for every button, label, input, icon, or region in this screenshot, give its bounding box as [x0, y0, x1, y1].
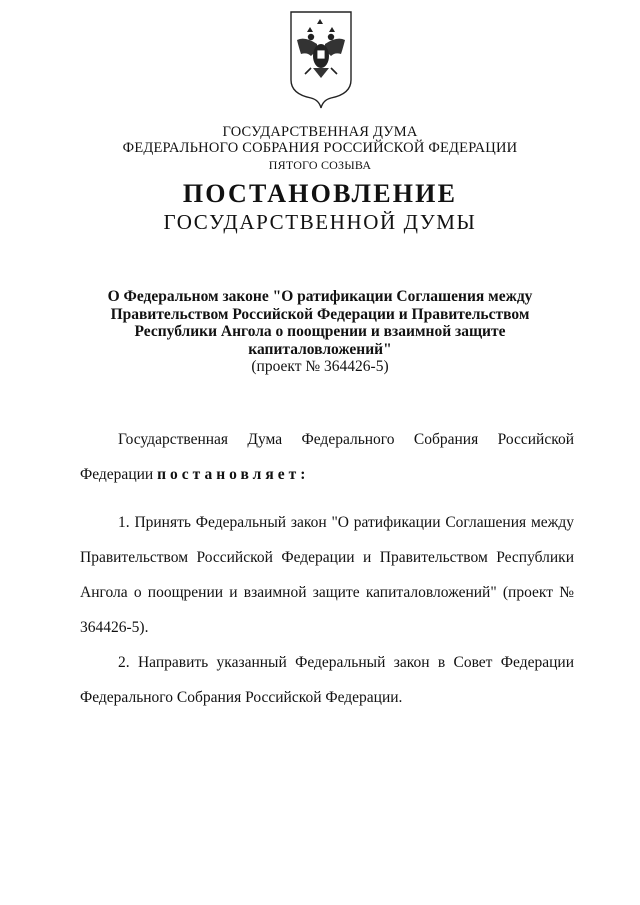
preamble — [80, 422, 574, 492]
document-title: ПОСТАНОВЛЕНИЕ — [182, 179, 458, 208]
resolution-item-2: 2. Направить указанный Федеральный закон в Совет Федерации Федерального Собрания Российской Федерации. — [80, 654, 574, 706]
document-subtitle: ГОСУДАРСТВЕННОЙ ДУМЫ — [163, 210, 477, 234]
project-number: (проект № 364426-5) — [251, 358, 389, 375]
resolution-item-1: 1. Принять Федеральный закон "О ратификации Соглашения между Правительством Российской Федерации и Правительством Республики Ангола о поощрении и взаимной защите капиталовложений" (проект № 364426-5). — [80, 514, 574, 636]
law-title-line: Правительством Российской Федерации и Правительством — [110, 305, 530, 323]
law-title-line: капиталовложений" — [248, 340, 392, 358]
law-title — [60, 288, 580, 376]
law-title-line: Республики Ангола о поощрении и взаимной защите — [134, 323, 506, 340]
preamble-verb: постановляет: — [157, 466, 310, 483]
convocation-line: ПЯТОГО СОЗЫВА — [268, 158, 372, 172]
double-headed-eagle-emblem-icon — [287, 10, 355, 110]
preamble-text: Государственная Дума Федерального Собрания Российской Федерации — [80, 431, 574, 483]
law-title-line: О Федеральном законе "О ратификации Соглашения между — [107, 288, 533, 305]
issuer-line-2: ФЕДЕРАЛЬНОГО СОБРАНИЯ РОССИЙСКОЙ ФЕДЕРАЦИИ — [122, 140, 518, 156]
issuer-line-1: ГОСУДАРСТВЕННАЯ ДУМА — [222, 124, 418, 140]
resolution-body — [80, 422, 574, 715]
